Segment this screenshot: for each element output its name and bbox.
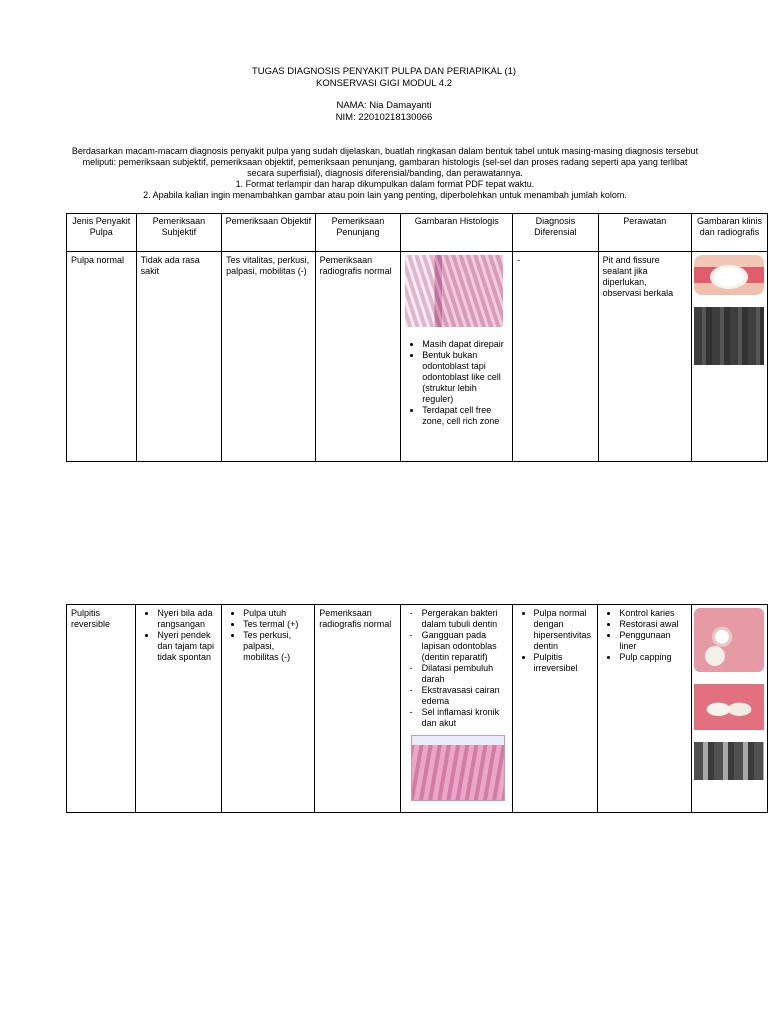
histology-image: [405, 255, 503, 327]
title-line-2: KONSERVASI GIGI MODUL 4.2: [315, 77, 453, 89]
list-item: • Tes termal (+): [243, 619, 310, 630]
clinical-teeth-image: [694, 684, 764, 730]
cell-penunjang: Pemeriksaan radiografis normal: [315, 252, 401, 462]
cell-objektif: [222, 605, 315, 813]
cell-jenis: Pulpitis reversible: [67, 605, 136, 813]
instruction-item-1: 1. Format terlampir dan harap dikumpulkan dalam format PDF tepat waktu.: [235, 179, 535, 189]
cell-objektif: Tes vitalitas, perkusi, palpasi, mobilitas (-): [222, 252, 315, 462]
cell-gambaran: [691, 605, 767, 813]
cell-subjektif: [136, 605, 222, 813]
list-item: • Penggunaan liner: [619, 630, 687, 652]
col-gambaran: Gambaran klinis dan radiografis: [691, 214, 767, 252]
table-pulpa-normal: [66, 213, 768, 462]
instructions: [70, 146, 700, 201]
list-item: • Tes perkusi, palpasi, mobilitas (-): [243, 630, 310, 663]
list-item: • Bentuk bukan odontoblast tapi odontoblast like cell (struktur lebih reguler): [422, 350, 508, 405]
student-nim: NIM: 22010218130066: [335, 111, 433, 123]
list-item: • Pulp capping: [619, 652, 687, 663]
col-jenis: Jenis Penyakit Pulpa: [67, 214, 137, 252]
instruction-item-2: 2. Apabila kalian ingin menambahkan gambar atau poin lain yang penting, diperbolehkan untuk menambah jumlah kolom.: [143, 190, 627, 200]
cell-diferensial: [512, 605, 598, 813]
table-pulpitis-reversible: [66, 604, 768, 813]
list-item: • Kontrol karies: [619, 608, 687, 619]
clinical-teeth-image: [694, 255, 764, 295]
title-line-1: TUGAS DIAGNOSIS PENYAKIT PULPA DAN PERIAPIKAL (1): [251, 66, 517, 77]
list-item: - Sel inflamasi kronik dan akut: [422, 707, 508, 729]
objektif-list: [226, 608, 310, 663]
table-row: [67, 252, 768, 462]
col-subjektif: Pemeriksaan Subjektif: [136, 214, 222, 252]
cell-histologis: [401, 252, 513, 462]
radiograph-image: [694, 307, 764, 365]
list-item: • Pulpitis irreversibel: [534, 652, 594, 674]
histology-list: [405, 339, 508, 427]
histology-image: [411, 735, 505, 801]
table-header-row: [67, 214, 768, 252]
col-objektif: Pemeriksaan Objektif: [222, 214, 315, 252]
list-item: • Pulpa normal dengan hipersentivitas dentin: [534, 608, 594, 652]
cell-perawatan: [598, 605, 692, 813]
col-diferensial: Diagnosis Diferensial: [513, 214, 598, 252]
instruction-paragraph: Berdasarkan macam-macam diagnosis penyakit pulpa yang sudah dijelaskan, buatlah ringkasan dalam bentuk tabel untuk masing-masing diagnosis tersebut meliputi: pemeriksaan subjektif, pemeriksaan objektif, pemeriksaan penunjang, gambaran histologis (sel-sel dan proses radang seperti apa yang terlibat secara superfisial), diagnosis diferensial/banding, dan perawatannya.: [71, 146, 699, 178]
list-item: • Nyeri pendek dan tajam tapi tidak spontan: [157, 630, 217, 663]
list-item: - Pergerakan bakteri dalam tubuli dentin: [422, 608, 508, 630]
diferensial-list: [517, 608, 594, 674]
list-item: • Restorasi awal: [619, 619, 687, 630]
student-name: NAMA: Nia Damayanti: [336, 100, 432, 111]
cell-histologis: [400, 605, 512, 813]
cell-penunjang: Pemeriksaan radiografis normal: [315, 605, 400, 813]
cell-perawatan: Pit and fissure sealant jika diperlukan, observasi berkala: [598, 252, 691, 462]
col-perawatan: Perawatan: [598, 214, 691, 252]
list-item: - Gangguan pada lapisan odontoblas (dentin reparatif): [422, 630, 508, 663]
col-histologis: Gambaran Histologis: [401, 214, 513, 252]
cell-jenis: Pulpa normal: [67, 252, 137, 462]
list-item: • Masih dapat direpair: [422, 339, 508, 350]
perawatan-list: [602, 608, 687, 663]
document-header: [0, 66, 768, 123]
histology-list: [405, 608, 508, 729]
instruction-list: [70, 179, 700, 201]
list-item: - Ekstravasasi cairan edema: [422, 685, 508, 707]
table-row: [67, 605, 768, 813]
cell-gambaran: [691, 252, 767, 462]
list-item: - Dilatasi pembuluh darah: [422, 663, 508, 685]
cell-diferensial: -: [513, 252, 598, 462]
list-item: • Nyeri bila ada rangsangan: [157, 608, 217, 630]
radiograph-image: [694, 742, 764, 780]
subjektif-list: [140, 608, 217, 663]
col-penunjang: Pemeriksaan Penunjang: [315, 214, 401, 252]
list-item: • Pulpa utuh: [243, 608, 310, 619]
list-item: • Terdapat cell free zone, cell rich zone: [422, 405, 508, 427]
cell-subjektif: Tidak ada rasa sakit: [136, 252, 222, 462]
clinical-caries-image: [694, 608, 764, 672]
